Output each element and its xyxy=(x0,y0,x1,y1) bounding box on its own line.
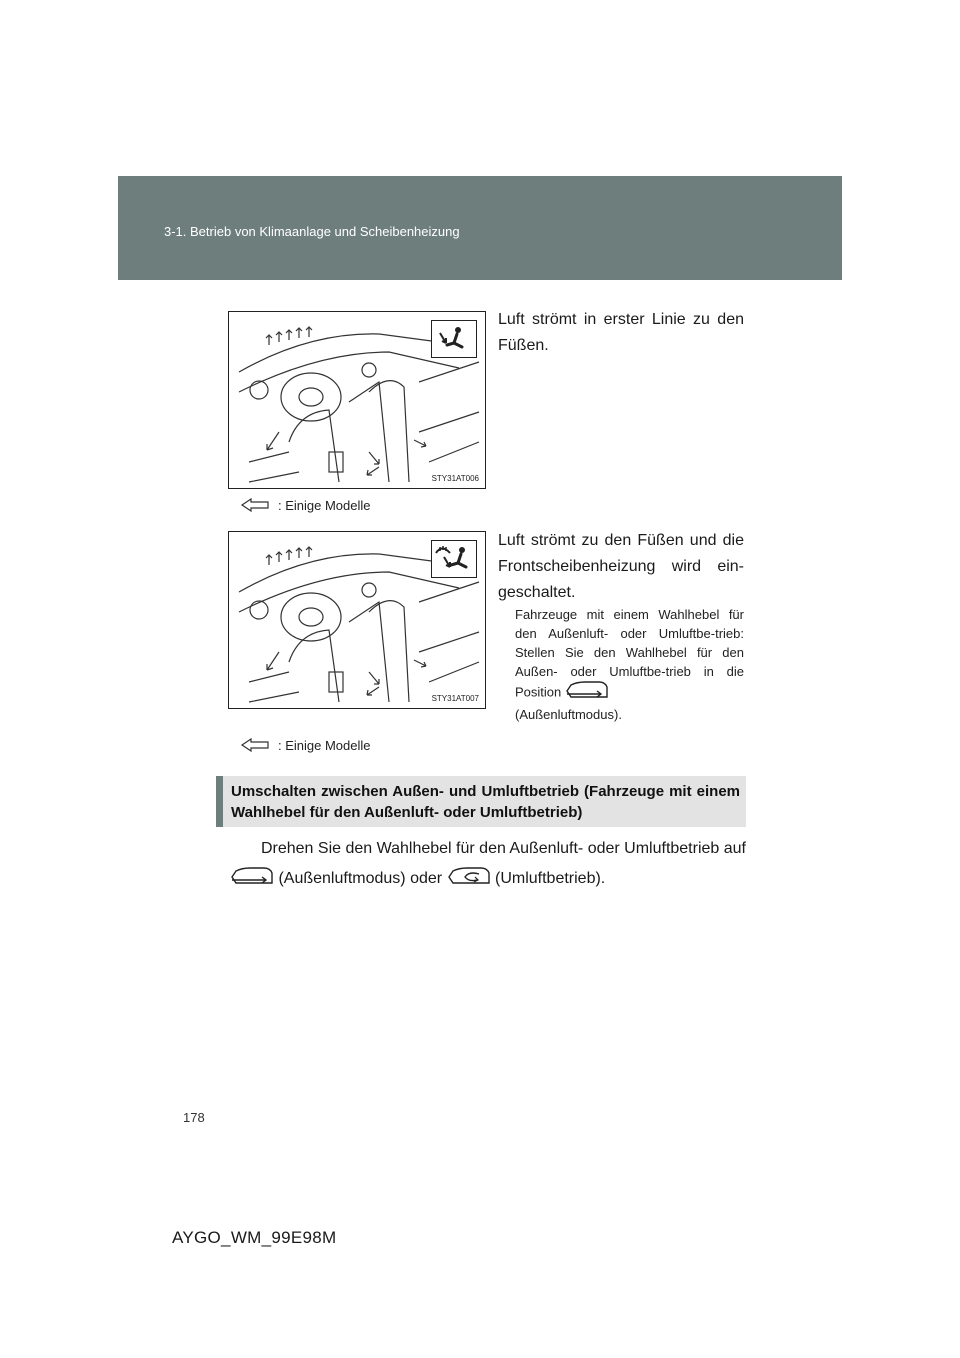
note-text xyxy=(515,605,744,724)
arrow-left-icon xyxy=(240,737,270,753)
figure-code: STY31AT007 xyxy=(431,694,479,703)
footer-document-id: AYGO_WM_99E98M xyxy=(172,1228,337,1247)
recirculation-mode-icon xyxy=(447,867,491,891)
outside-air-mode-icon xyxy=(230,867,274,891)
body-line-1: Drehen Sie den Wahlhebel für den Außenluft- oder Umluftbetrieb auf xyxy=(260,840,746,857)
illustration-foot-defrost-airflow xyxy=(228,531,486,709)
body-line-2 xyxy=(230,866,746,892)
figure-code: STY31AT006 xyxy=(431,474,479,483)
illustration-foot-airflow xyxy=(228,311,486,489)
body-text-part3: (Umluftbetrieb). xyxy=(495,870,606,887)
note-text-part2: (Außenluftmodus). xyxy=(515,707,622,722)
foot-airflow-icon xyxy=(431,320,477,358)
body-paragraph xyxy=(230,836,746,892)
caption-text: : Einige Modelle xyxy=(278,737,371,753)
note-text-part1: Fahrzeuge mit einem Wahlhebel für den Außenluft- oder Umluftbe-trieb: Stellen Sie den Wahlhebel für den Außen- oder Umluftbe-trieb in die Position xyxy=(515,607,744,700)
body-text-part2: (Außenluftmodus) oder xyxy=(278,870,443,887)
chapter-header-band xyxy=(118,176,842,280)
page-number: 178 xyxy=(183,1110,205,1125)
caption-text: : Einige Modelle xyxy=(278,497,371,513)
foot-defrost-airflow-icon xyxy=(431,540,477,578)
figure-caption xyxy=(240,737,371,753)
arrow-left-icon xyxy=(240,497,270,513)
figure-caption xyxy=(240,497,371,513)
outside-air-mode-icon xyxy=(565,681,609,705)
section-heading: Umschalten zwischen Außen- und Umluftbetrieb (Fahrzeuge mit einem Wahlhebel für den Außenluft- oder Umluftbetrieb) xyxy=(216,776,746,827)
section-title: 3-1. Betrieb von Klimaanlage und Scheibenheizung xyxy=(164,224,460,239)
figure-description: Luft strömt in erster Linie zu den Füßen. xyxy=(498,311,744,354)
figure-description: Luft strömt zu den Füßen und die Frontscheibenheizung wird ein-geschaltet. xyxy=(498,532,744,601)
